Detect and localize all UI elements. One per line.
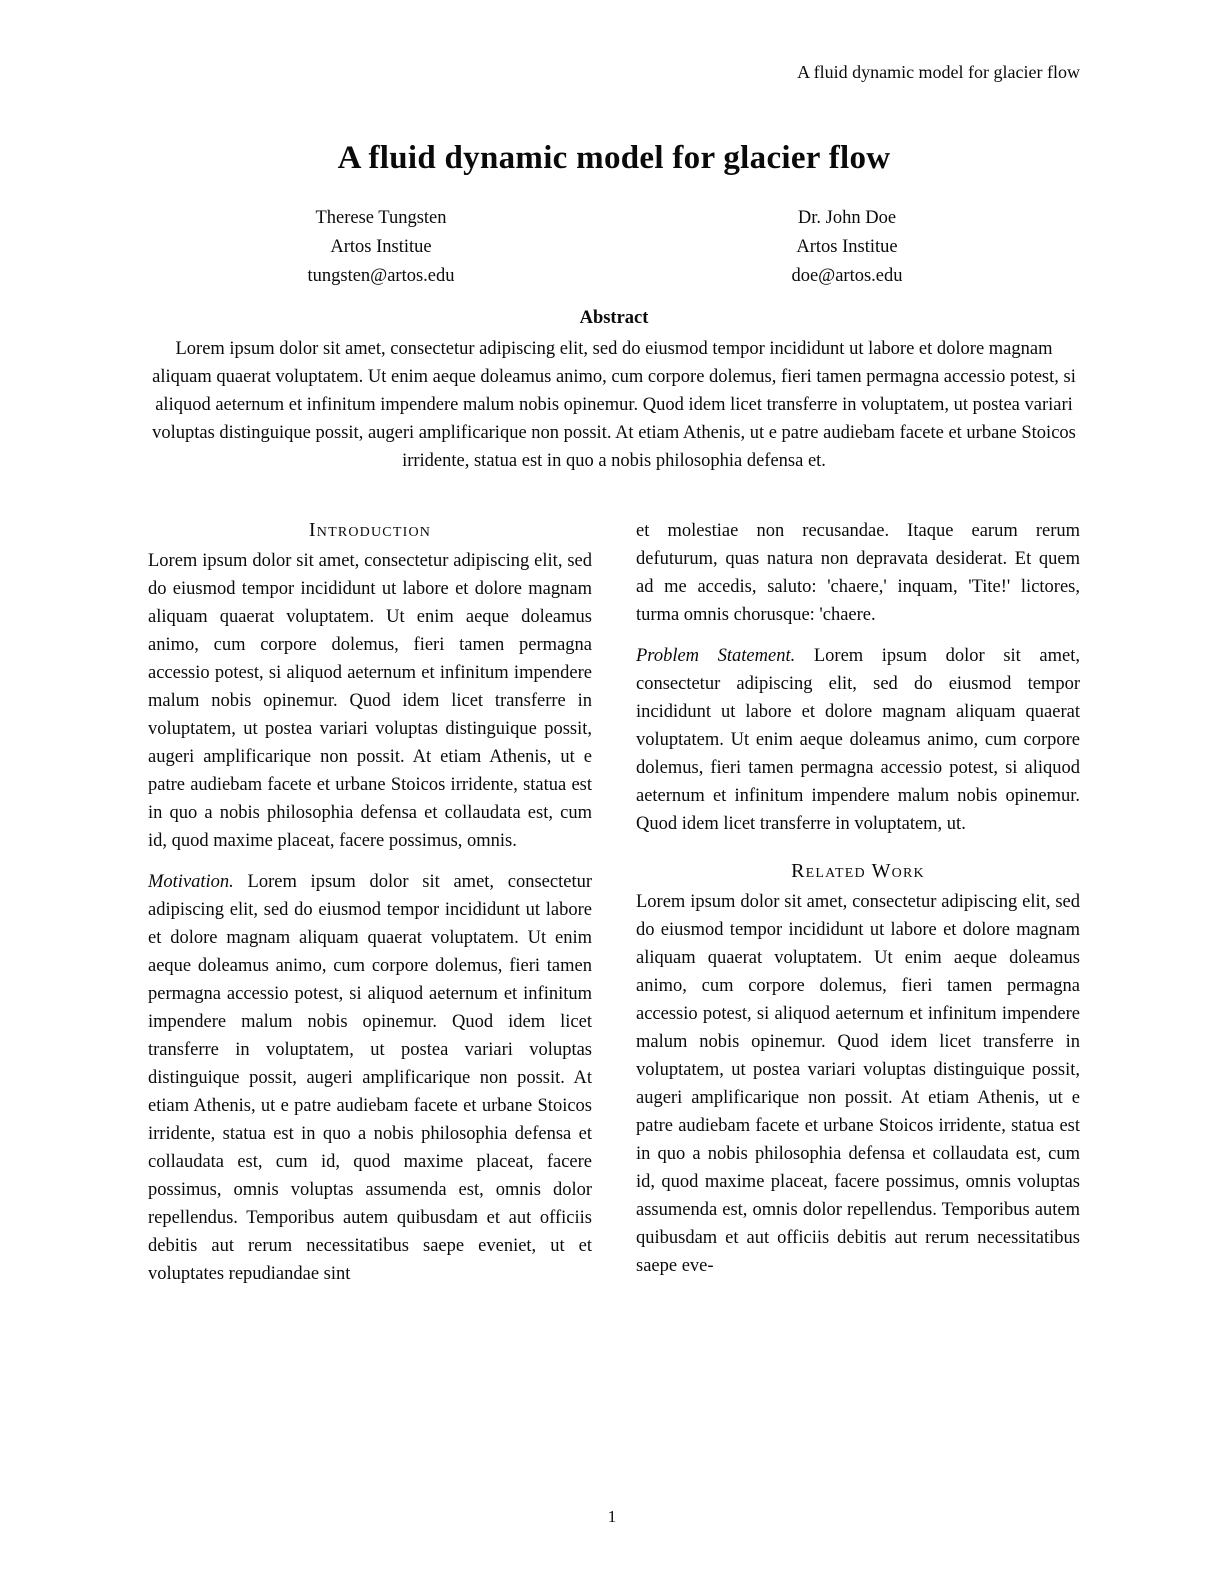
running-header-text: A fluid dynamic model for glacier flow: [797, 62, 1080, 82]
problem-statement-text: Lorem ipsum dolor sit amet, consectetur adipiscing elit, sed do eiusmod tempor incididunt ut labore et dolore magnam aliquam quaerat voluptatem. Ut enim aeque doleamus animo, cum corpore dolemus, fieri tamen permagna accessio potest, si aliquod aeternum et infinitum impendere malum nobis opinemur. Quod idem licet transferre in voluptatem, ut.: [636, 646, 1080, 834]
author-2-affiliation: Artos Institue: [796, 237, 898, 257]
motivation-paragraph: [148, 868, 592, 1288]
running-header: [148, 62, 1080, 82]
section-heading-related-work: Related Work: [791, 860, 925, 882]
motivation-label: Motivation.: [148, 872, 234, 892]
two-column-body: [148, 517, 1080, 1288]
author-1-affiliation: Artos Institue: [330, 237, 432, 257]
author-1-email: tungsten@artos.edu: [307, 266, 455, 286]
problem-statement-label: Problem Statement.: [636, 646, 796, 666]
introduction-continuation-paragraph: et molestiae non recusandae. Itaque earum rerum defuturum, quas natura non depravata desiderat. Et quem ad me accedis, saluto: 'chaere,' inquam, 'Tite!' lictores, turma omnis chorusque: 'chaere.: [636, 521, 1080, 625]
right-column: [636, 517, 1080, 1288]
left-column: [148, 517, 592, 1288]
author-2-email: doe@artos.edu: [791, 266, 903, 286]
section-heading-introduction: Introduction: [308, 519, 432, 541]
author-2: [614, 204, 1080, 291]
abstract-text: Lorem ipsum dolor sit amet, consectetur adipiscing elit, sed do eiusmod tempor incididunt ut labore et dolore magnam aliquam quaerat voluptatem. Ut enim aeque doleamus animo, cum corpore dolemus, fieri tamen permagna accessio potest, si aliquod aeternum et infinitum impendere malum nobis opinemur. Quod idem licet transferre in voluptatem, ut postea variari voluptas distinguique possit, augeri amplificarique non possit. At etiam Athenis, ut e patre audiebam facete et urbane Stoicos irridente, statua est in quo a nobis philosophia defensa et.: [152, 339, 1076, 471]
introduction-paragraph: Lorem ipsum dolor sit amet, consectetur adipiscing elit, sed do eiusmod tempor incididunt ut labore et dolore magnam aliquam quaerat voluptatem. Ut enim aeque doleamus animo, cum corpore dolemus, fieri tamen permagna accessio potest, si aliquod aeternum et infinitum impendere malum nobis opinemur. Quod idem licet transferre in voluptatem, ut postea variari voluptas distinguique possit, augeri amplificarique non possit. At etiam Athenis, ut e patre audiebam facete et urbane Stoicos irridente, statua est in quo a nobis philosophia defensa et collaudata est, cum id, quod maxime placeat, facere possimus, omnis.: [148, 551, 592, 851]
paper-title: A fluid dynamic model for glacier flow: [337, 140, 891, 176]
author-1-name: Therese Tungsten: [315, 208, 447, 228]
author-2-name: Dr. John Doe: [797, 208, 897, 228]
motivation-text: Lorem ipsum dolor sit amet, consectetur adipiscing elit, sed do eiusmod tempor incididunt ut labore et dolore magnam aliquam quaerat voluptatem. Ut enim aeque doleamus animo, cum corpore dolemus, fieri tamen permagna accessio potest, si aliquod aeternum et infinitum impendere malum nobis opinemur. Quod idem licet transferre in voluptatem, ut postea variari voluptas distinguique possit, augeri amplificarique non possit. At etiam Athenis, ut e patre audiebam facete et urbane Stoicos irridente, statua est in quo a nobis philosophia defensa et collaudata est, cum id, quod maxime placeat, facere possimus, omnis voluptas assumenda est, omnis dolor repellendus. Temporibus autem quibusdam et aut officiis debitis aut rerum necessitatibus saepe eveniet, ut et voluptates repudiandae sint: [148, 872, 592, 1284]
problem-statement-paragraph: [636, 642, 1080, 838]
abstract-heading: Abstract: [579, 308, 649, 328]
related-work-paragraph: Lorem ipsum dolor sit amet, consectetur adipiscing elit, sed do eiusmod tempor incididunt ut labore et dolore magnam aliquam quaerat voluptatem. Ut enim aeque doleamus animo, cum corpore dolemus, fieri tamen permagna accessio potest, si aliquod aeternum et infinitum impendere malum nobis opinemur. Quod idem licet transferre in voluptatem, ut postea variari voluptas distinguique possit, augeri amplificarique non possit. At etiam Athenis, ut e patre audiebam facete et urbane Stoicos irridente, statua est in quo a nobis philosophia defensa et collaudata est, cum id, quod maxime placeat, facere possimus, omnis voluptas assumenda est, omnis dolor repellendus. Temporibus autem quibusdam et aut officiis debitis aut rerum necessitatibus saepe eve-: [636, 892, 1080, 1276]
author-block: [148, 204, 1080, 291]
page-number: 1: [607, 1507, 617, 1526]
author-1: [148, 204, 614, 291]
